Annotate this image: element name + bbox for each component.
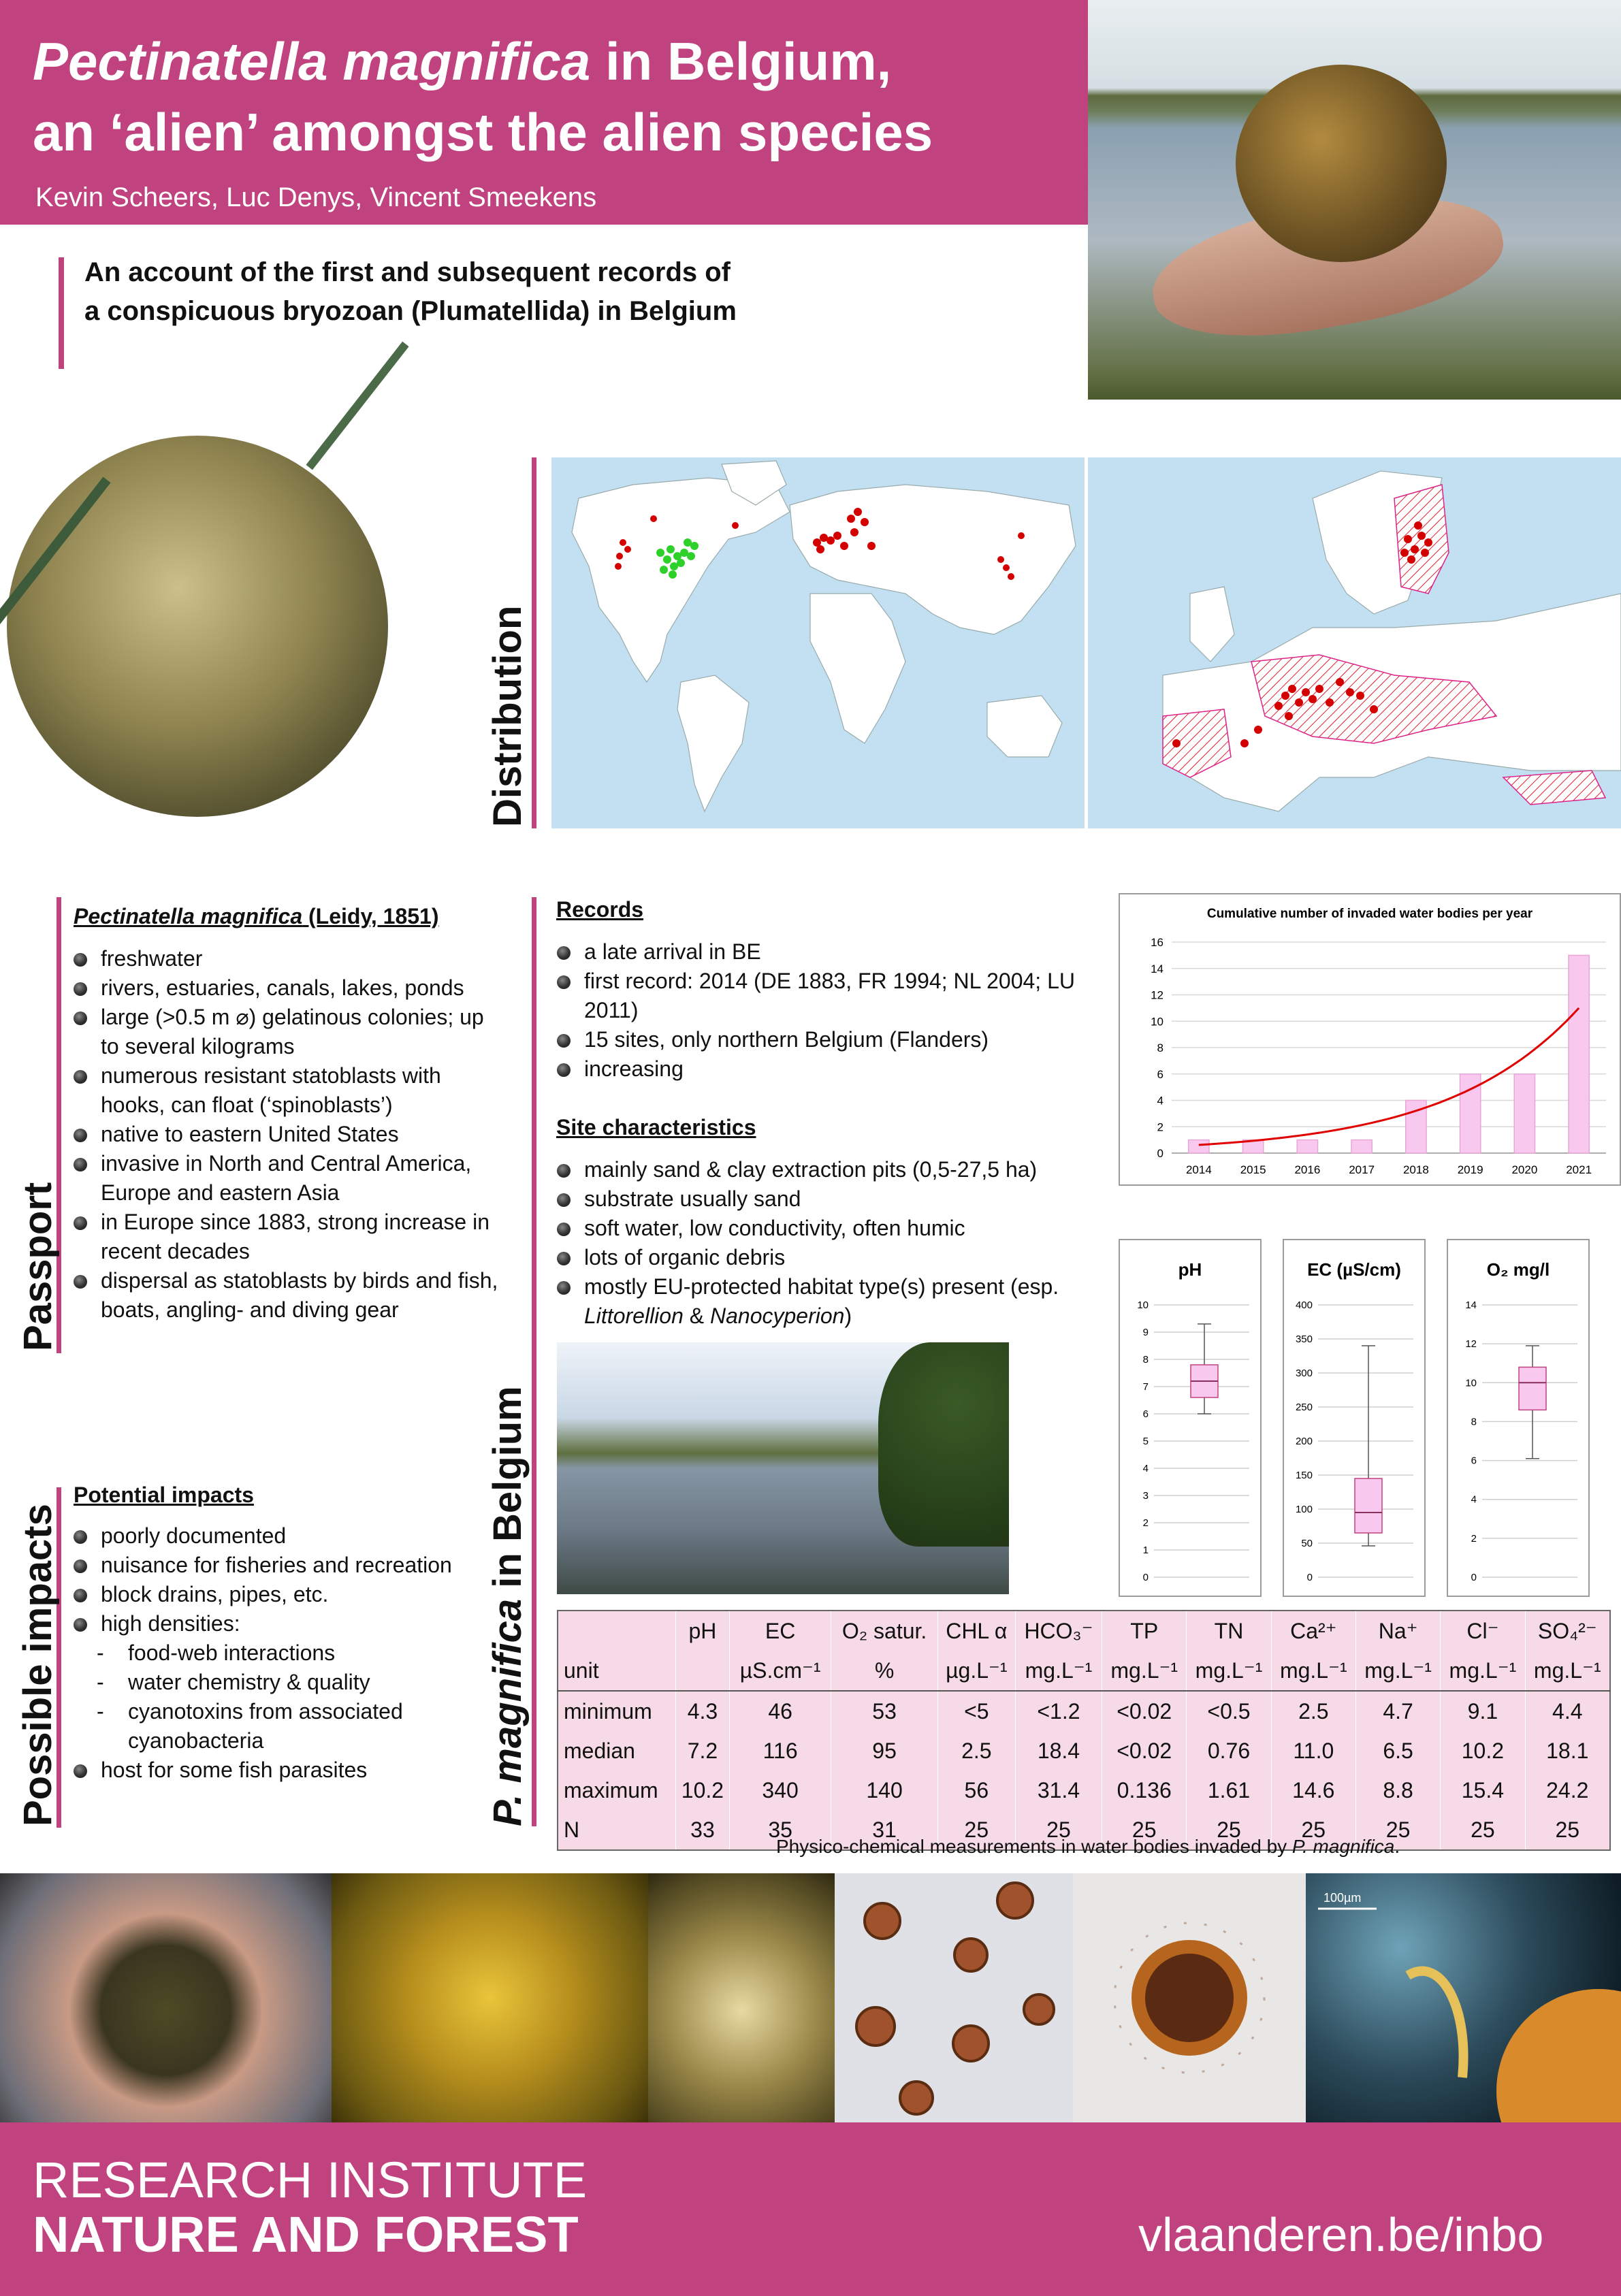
sub-list-item: - cyanotoxins from associated cyanobacteria (97, 1697, 505, 1756)
world-distribution-map (551, 457, 1085, 828)
y-tick-label: 6 (1142, 1408, 1149, 1420)
x-tick-label: 2018 (1402, 1163, 1429, 1176)
table-cell: 9.1 (1441, 1691, 1525, 1731)
x-tick-label: 2015 (1240, 1163, 1266, 1176)
list-item: a late arrival in BE (553, 937, 1097, 967)
table-cell: TP (1102, 1611, 1187, 1651)
chart-bar (1569, 955, 1589, 1153)
habitat-nanocyperion: Nanocyperion (709, 1304, 845, 1328)
list-item: substrate usually sand (553, 1184, 1097, 1214)
habitat-close: ) (844, 1304, 852, 1328)
y-tick-label: 100 (1295, 1504, 1313, 1515)
table-cell: 116 (729, 1731, 831, 1770)
institute-url[interactable]: vlaanderen.be/inbo (1138, 2208, 1544, 2261)
y-tick-label: 12 (1465, 1338, 1477, 1351)
habitat-and: & (683, 1304, 710, 1328)
strip-photo-spinoblast (1073, 1873, 1306, 2122)
scale-bar-label: 100µm (1323, 1891, 1362, 1905)
list-item: host for some fish parasites (69, 1756, 505, 1785)
land-africa (810, 594, 905, 743)
chart-x-ticks (1186, 1163, 1592, 1176)
y-tick-label: 250 (1295, 1402, 1313, 1413)
y-tick-label: 0 (1157, 1147, 1163, 1160)
table-cell: 2.5 (1271, 1691, 1355, 1731)
table-cell: 46 (729, 1691, 831, 1731)
list-item: rivers, estuaries, canals, lakes, ponds (69, 973, 505, 1003)
belgium-heading (485, 1386, 530, 1826)
list-item: block drains, pipes, etc. (69, 1580, 505, 1609)
table-cell: 10.2 (676, 1770, 730, 1810)
row-label: median (564, 1738, 635, 1763)
cumulative-chart-svg (1120, 894, 1620, 1184)
colony-stem-top (306, 342, 408, 470)
y-tick-label: 8 (1471, 1416, 1477, 1428)
y-tick-label: 1 (1142, 1545, 1149, 1556)
belgium-heading-rest: in Belgium (485, 1386, 530, 1599)
institute-name-line2: NATURE AND FOREST (33, 2206, 579, 2263)
list-item: nuisance for fisheries and recreation (69, 1551, 505, 1580)
caption-species: P. magnifica (1291, 1836, 1395, 1857)
europe-map-svg (1088, 457, 1621, 828)
y-tick-label: 12 (1151, 988, 1163, 1002)
y-tick-label: 3 (1142, 1490, 1149, 1502)
row-label: minimum (564, 1698, 652, 1724)
table-cell: <1.2 (1015, 1691, 1102, 1731)
table-cell: 340 (729, 1770, 831, 1810)
table-cell: SO₄²⁻ (1525, 1611, 1610, 1651)
ph-boxplot-svg (1120, 1240, 1260, 1596)
y-tick-label: 300 (1295, 1368, 1313, 1379)
table-cell: HCO₃⁻ (1015, 1611, 1102, 1651)
table-cell: CHL α (937, 1611, 1015, 1651)
belgium-accent-bar (532, 897, 536, 1826)
row-label: maximum (564, 1777, 658, 1802)
list-item: poorly documented (69, 1521, 505, 1551)
table-cell: 24.2 (1525, 1770, 1610, 1810)
y-tick-label: 4 (1142, 1463, 1149, 1474)
table-cell: 25 (937, 1810, 1015, 1850)
table-caption (776, 1836, 1400, 1858)
list-item: first record: 2014 (DE 1883, FR 1994; NL 2004; LU 2011) (553, 967, 1097, 1025)
table-cell: 25 (1441, 1810, 1525, 1850)
table-row (558, 1770, 1610, 1810)
chart-title: Cumulative number of invaded water bodies per year (1206, 907, 1533, 921)
list-item: native to eastern United States (69, 1120, 505, 1149)
poster-title (33, 26, 1081, 167)
table-cell: 18.4 (1015, 1731, 1102, 1770)
passport-species-name: Pectinatella magnifica (74, 904, 303, 928)
list-item: freshwater (69, 944, 505, 973)
table-cell: 25 (1015, 1810, 1102, 1850)
table-cell: 95 (831, 1731, 937, 1770)
list-item: dispersal as statoblasts by birds and fish, boats, angling- and diving gear (69, 1266, 505, 1325)
table-cell: 53 (831, 1691, 937, 1731)
passport-species-heading (74, 904, 439, 929)
table-cell: 0.76 (1187, 1731, 1271, 1770)
table-cell: 31 (831, 1810, 937, 1850)
list-item: 15 sites, only northern Belgium (Flanders) (553, 1025, 1097, 1054)
table-cell: 4.4 (1525, 1691, 1610, 1731)
habitat-text: mostly EU-protected habitat type(s) present (esp. (584, 1274, 1059, 1299)
list-item (553, 1272, 1097, 1331)
ec-boxplot (1283, 1239, 1426, 1597)
y-tick-label: 2 (1157, 1120, 1163, 1134)
y-tick-label: 5 (1142, 1436, 1149, 1447)
caption-end: . (1394, 1836, 1400, 1857)
table-cell: mg.L⁻¹ (1271, 1651, 1355, 1691)
boxplot-title: EC (µS/cm) (1307, 1259, 1401, 1280)
table-cell: pH (676, 1611, 730, 1651)
table-cell: 31.4 (1015, 1770, 1102, 1810)
x-tick-label: 2021 (1566, 1163, 1592, 1176)
list-item: increasing (553, 1054, 1097, 1084)
boxplot-box (1355, 1478, 1382, 1533)
table-cell: mg.L⁻¹ (1525, 1651, 1610, 1691)
table-cell: % (831, 1651, 937, 1691)
table-cell: <0.02 (1102, 1731, 1187, 1770)
table-cell: 6.5 (1355, 1731, 1440, 1770)
table-cell: <0.02 (1102, 1691, 1187, 1731)
y-tick-label: 14 (1465, 1299, 1477, 1311)
land-south-america (677, 675, 749, 811)
table-cell: mg.L⁻¹ (1187, 1651, 1271, 1691)
y-tick-label: 10 (1137, 1299, 1149, 1311)
passport-list (69, 944, 505, 1325)
title-part2: an ‘alien’ amongst the alien species (33, 102, 933, 162)
spinoblast-svg (1073, 1873, 1306, 2122)
chart-bar (1514, 1074, 1535, 1153)
row-label: N (564, 1817, 580, 1842)
y-tick-label: 2 (1142, 1517, 1149, 1529)
x-tick-label: 2017 (1349, 1163, 1375, 1176)
x-tick-label: 2014 (1185, 1163, 1212, 1176)
y-tick-label: 0 (1471, 1572, 1477, 1583)
table-cell: Na⁺ (1355, 1611, 1440, 1651)
table-cell: 2.5 (937, 1731, 1015, 1770)
y-tick-label: 6 (1471, 1455, 1477, 1467)
y-tick-label: 10 (1151, 1015, 1163, 1029)
table-row (558, 1651, 1610, 1691)
list-item: soft water, low conductivity, often humic (553, 1214, 1097, 1243)
subtitle-accent-bar (59, 257, 64, 369)
table-row (558, 1611, 1610, 1651)
distribution-heading: Distribution (485, 605, 530, 827)
y-tick-label: 350 (1295, 1333, 1313, 1345)
habitat-littorellion: Littorellion (584, 1304, 684, 1328)
boxplot-title: O₂ mg/l (1486, 1259, 1550, 1280)
physico-chemical-table (557, 1610, 1611, 1851)
y-tick-label: 2 (1471, 1532, 1477, 1545)
records-heading: Records (556, 897, 644, 922)
table-cell: 14.6 (1271, 1770, 1355, 1810)
y-tick-label: 8 (1157, 1041, 1163, 1054)
list-item: numerous resistant statoblasts with hooks, can float (‘spinoblasts’) (69, 1061, 505, 1120)
impacts-list (69, 1521, 505, 1785)
x-tick-label: 2016 (1294, 1163, 1321, 1176)
chart-bar (1297, 1140, 1317, 1153)
title-part1: in Belgium, (590, 31, 892, 91)
table-cell: <0.5 (1187, 1691, 1271, 1731)
row-label (558, 1611, 676, 1651)
table-cell: EC (729, 1611, 831, 1651)
table-cell: 35 (729, 1810, 831, 1850)
table-cell: 10.2 (1441, 1731, 1525, 1770)
distribution-accent-bar (532, 457, 536, 828)
land-uk (1190, 587, 1234, 662)
table-cell: 15.4 (1441, 1770, 1525, 1810)
table-cell: 18.1 (1525, 1731, 1610, 1770)
table-cell: 25 (1271, 1810, 1355, 1850)
table-cell: 11.0 (1271, 1731, 1355, 1770)
list-item: invasive in North and Central America, Europe and eastern Asia (69, 1149, 505, 1208)
strip-photo-microscope (1306, 1873, 1621, 2122)
cumulative-chart (1119, 893, 1621, 1186)
table-cell: 33 (676, 1810, 730, 1850)
land-north-america (572, 478, 790, 682)
hero-photo-colony (1236, 65, 1447, 262)
y-tick-label: 150 (1295, 1470, 1313, 1481)
subtitle: An account of the first and subsequent records of a conspicuous bryozoan (Plumatellida) in Belgium (84, 257, 737, 326)
authors: Kevin Scheers, Luc Denys, Vincent Smeekens (35, 182, 597, 212)
potential-impacts-heading: Potential impacts (74, 1483, 254, 1507)
y-tick-label: 10 (1465, 1377, 1477, 1389)
list-item: lots of organic debris (553, 1243, 1097, 1272)
list-item: large (>0.5 m ⌀) gelatinous colonies; up to several kilograms (69, 1003, 505, 1061)
y-tick-label: 4 (1471, 1493, 1477, 1506)
chart-gridlines (1172, 942, 1606, 1153)
x-tick-label: 2020 (1511, 1163, 1538, 1176)
sub-list-item: - food-web interactions (97, 1638, 505, 1668)
table-cell: 8.8 (1355, 1770, 1440, 1810)
table-cell: 4.7 (1355, 1691, 1440, 1731)
statoblasts-svg (835, 1873, 1073, 2122)
y-tick-label: 7 (1142, 1381, 1149, 1393)
y-tick-label: 9 (1142, 1327, 1149, 1338)
y-tick-label: 14 (1151, 962, 1163, 975)
y-tick-label: 8 (1142, 1354, 1149, 1365)
land-australia (987, 696, 1062, 757)
x-tick-label: 2019 (1457, 1163, 1483, 1176)
institute-name-line1: RESEARCH INSTITUTE (33, 2152, 588, 2208)
table-cell: 1.61 (1187, 1770, 1271, 1810)
row-label: unit (558, 1651, 676, 1691)
strip-photo-colony-hands (0, 1873, 332, 2122)
table-cell: Cl⁻ (1441, 1611, 1525, 1651)
table-cell: <5 (937, 1691, 1015, 1731)
chart-bar (1189, 1140, 1209, 1153)
records-list (553, 937, 1097, 1084)
table-cell: TN (1187, 1611, 1271, 1651)
strip-photo-colony-on-rope (648, 1873, 835, 2122)
site-list (553, 1155, 1097, 1331)
title-species: Pectinatella magnifica (33, 31, 591, 91)
table-cell: 140 (831, 1770, 937, 1810)
world-map-svg (551, 457, 1085, 828)
sub-list-item: - water chemistry & quality (97, 1668, 505, 1697)
o2-boxplot-svg (1448, 1240, 1588, 1596)
table-cell: mg.L⁻¹ (1015, 1651, 1102, 1691)
table-cell: 56 (937, 1770, 1015, 1810)
table-cell: mg.L⁻¹ (1355, 1651, 1440, 1691)
table-cell: 7.2 (676, 1731, 730, 1770)
range-turkey (1503, 771, 1605, 805)
table-cell: 25 (1187, 1810, 1271, 1850)
lake-photo-trees (878, 1342, 1009, 1547)
microscope-svg (1306, 1873, 1621, 2122)
table-row (558, 1691, 1610, 1731)
impacts-heading: Possible impacts (16, 1504, 60, 1826)
chart-bar (1351, 1140, 1372, 1153)
chart-y-ticks (1151, 936, 1163, 1160)
passport-heading: Passport (16, 1182, 60, 1351)
y-tick-label: 6 (1157, 1067, 1163, 1081)
y-tick-label: 50 (1301, 1538, 1313, 1549)
o2-boxplot (1447, 1239, 1590, 1597)
passport-authority: (Leidy, 1851) (302, 904, 439, 928)
list-item: in Europe since 1883, strong increase in recent decades (69, 1208, 505, 1266)
table-cell: 0.136 (1102, 1770, 1187, 1810)
table-cell: µg.L⁻¹ (937, 1651, 1015, 1691)
table-cell: O₂ satur. (831, 1611, 937, 1651)
ec-boxplot-svg (1284, 1240, 1424, 1596)
belgium-heading-species: P. magnifica (485, 1598, 530, 1826)
table-cell (676, 1651, 730, 1691)
y-tick-label: 0 (1306, 1572, 1313, 1583)
y-tick-label: 200 (1295, 1436, 1313, 1447)
y-tick-label: 400 (1295, 1299, 1313, 1311)
y-tick-label: 4 (1157, 1094, 1163, 1107)
europe-distribution-map (1088, 457, 1621, 828)
strip-photo-statoblasts (835, 1873, 1073, 2122)
table-cell: mg.L⁻¹ (1441, 1651, 1525, 1691)
caption-text: Physico-chemical measurements in water bodies invaded by (776, 1836, 1292, 1857)
ph-boxplot (1119, 1239, 1262, 1597)
table-cell: mg.L⁻¹ (1102, 1651, 1187, 1691)
table-cell: µS.cm⁻¹ (729, 1651, 831, 1691)
table-cell: 25 (1102, 1810, 1187, 1850)
list-item: mainly sand & clay extraction pits (0,5-27,5 ha) (553, 1155, 1097, 1184)
strip-photo-underwater-colony (332, 1873, 648, 2122)
site-characteristics-heading: Site characteristics (556, 1115, 756, 1139)
table-cell: 4.3 (676, 1691, 730, 1731)
boxplot-title: pH (1178, 1259, 1202, 1280)
boxplot-box (1519, 1367, 1546, 1410)
y-tick-label: 0 (1142, 1572, 1149, 1583)
y-tick-label: 16 (1151, 936, 1163, 949)
list-item: high densities: (69, 1609, 505, 1638)
table-cell: 25 (1355, 1810, 1440, 1850)
table-row (558, 1731, 1610, 1770)
table-cell: 25 (1525, 1810, 1610, 1850)
colony-photo (7, 436, 388, 817)
table-cell: Ca²⁺ (1271, 1611, 1355, 1651)
